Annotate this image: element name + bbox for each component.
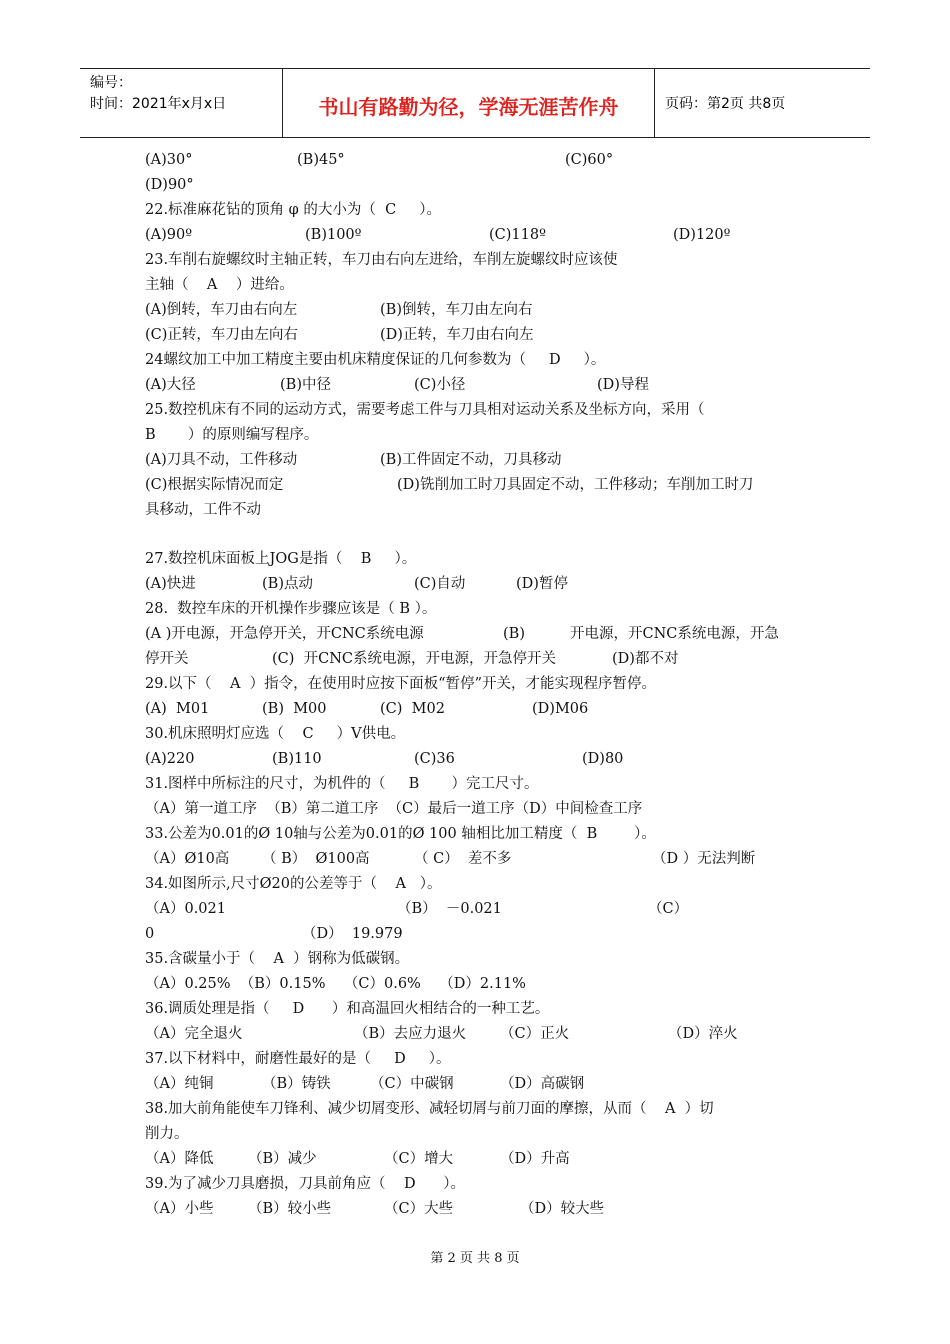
option-text: (C)小径	[414, 377, 466, 393]
option-text: (B)	[503, 626, 525, 642]
option-text: （B） －0.021	[397, 901, 502, 917]
option-text: (B)45°	[297, 152, 345, 168]
question-line: (A) M01	[145, 701, 210, 717]
question-line: 28. 数控车床的开机操作步骤应该是（ B ）。	[145, 601, 437, 617]
option-text: （C）中碳钢	[370, 1076, 454, 1092]
question-line: （A）Ø10高	[145, 851, 230, 867]
option-text: (D)暂停	[516, 576, 568, 592]
question-line: (A)快进	[145, 576, 196, 592]
option-text: (C) 开CNC系统电源，开电源，开急停开关	[272, 651, 557, 667]
question-line: 35.含碳量小于（ A ）钢称为低碳钢。	[145, 951, 410, 967]
question-line: 22.标准麻花钻的顶角 φ 的大小为（ C ）。	[145, 202, 442, 218]
question-line: 38.加大前角能使车刀锋利、减少切屑变形、减轻切屑与前刀面的摩擦，从而（ A ）切	[145, 1101, 714, 1117]
question-line: 27.数控机床面板上JOG是指（ B ）。	[145, 551, 417, 567]
option-text: (B)100º	[305, 227, 362, 243]
question-line: (A )开电源，开急停开关，开CNC系统电源	[145, 626, 424, 642]
question-line: (D)90°	[145, 177, 194, 193]
question-line: (A)220	[145, 751, 195, 767]
question-line: (A)倒转，车刀由右向左	[145, 302, 298, 318]
option-text: (D)正转，车刀由右向左	[380, 327, 534, 343]
question-line: (C)正转，车刀由左向右	[145, 327, 298, 343]
question-line: (A)大径	[145, 377, 196, 393]
question-line: （A）第一道工序 （B）第二道工序 （C）最后一道工序（D）中间检查工序	[145, 801, 643, 817]
option-text: （D） 19.979	[302, 926, 403, 942]
question-line: （A）小些	[145, 1201, 214, 1217]
option-text: (D)铣削加工时刀具固定不动，工件移动；车削加工时刀	[397, 477, 754, 493]
question-line: 30.机床照明灯应选（ C ）V供电。	[145, 726, 406, 742]
document-code-label: 编号：	[90, 75, 132, 91]
option-text: (D)M06	[532, 701, 589, 717]
question-line: （A）纯铜	[145, 1076, 214, 1092]
question-line: 23.车削右旋螺纹时主轴正转，车刀由右向左进给，车削左旋螺纹时应该使	[145, 252, 618, 268]
question-line: 39.为了减少刀具磨损，刀具前角应（ D ）。	[145, 1176, 466, 1192]
question-line: 34.如图所示,尺寸Ø20的公差等于（ A ）。	[145, 876, 442, 892]
question-line: (A)刀具不动，工件移动	[145, 452, 298, 468]
option-text: (B)倒转，车刀由左向右	[380, 302, 533, 318]
page-footer: 第 2 页 共 8 页	[430, 1251, 520, 1266]
option-text: （D）较大些	[520, 1201, 605, 1217]
question-line: 25.数控机床有不同的运动方式，需要考虑工件与刀具相对运动关系及坐标方向，采用（	[145, 402, 705, 418]
question-line: 31.图样中所标注的尺寸，为机件的（ B ）完工尺寸。	[145, 776, 539, 792]
option-text: （C）增大	[384, 1151, 454, 1167]
document-time-label: 时间：2021年x月x日	[90, 96, 227, 112]
option-text: (D)导程	[597, 377, 649, 393]
option-text: (B)110	[272, 751, 322, 767]
question-line: (A)30°	[145, 152, 193, 168]
question-line: 33.公差为0.01的Ø 10轴与公差为0.01的Ø 100 轴相比加工精度（ B ）。	[145, 826, 656, 842]
option-text: (B)中径	[280, 377, 331, 393]
option-text: （ B） Ø100高	[262, 851, 370, 867]
option-text: (C)118º	[489, 227, 546, 243]
option-text: (C)36	[414, 751, 455, 767]
option-text: （B）去应力退火	[354, 1026, 467, 1042]
header-page-label: 页码：第2页 共8页	[665, 96, 786, 112]
option-text: （D）淬火	[668, 1026, 738, 1042]
question-line: 停开关	[145, 651, 189, 667]
option-text: （ C） 差不多	[414, 851, 512, 867]
question-line: 主轴（ A ）进给。	[145, 277, 294, 293]
question-line: （A）完全退火	[145, 1026, 243, 1042]
question-line: 具移动，工件不动	[145, 502, 261, 518]
question-line: B ）的原则编写程序。	[145, 427, 319, 443]
question-line: 37.以下材料中，耐磨性最好的是（ D ）。	[145, 1051, 451, 1067]
option-text: (D)80	[582, 751, 624, 767]
question-line: （A）0.021	[145, 901, 226, 917]
question-line: 36.调质处理是指（ D ）和高温回火相结合的一种工艺。	[145, 1001, 550, 1017]
option-text: （B）铸铁	[262, 1076, 331, 1092]
option-text: （D ）无法判断	[652, 851, 756, 867]
option-text: 开电源，开CNC系统电源，开急	[570, 626, 779, 642]
option-text: (B) M00	[262, 701, 327, 717]
question-line: （A）0.25% （B）0.15% （C）0.6% （D）2.11%	[145, 976, 526, 992]
question-line: 削力。	[145, 1126, 189, 1142]
option-text: （C）正火	[500, 1026, 570, 1042]
question-line: (C)根据实际情况而定	[145, 477, 284, 493]
option-text: (D)120º	[673, 227, 731, 243]
option-text: （D）高碳钢	[500, 1076, 585, 1092]
option-text: （C）	[648, 901, 689, 917]
question-line: 0	[145, 926, 155, 942]
question-line: (A)90º	[145, 227, 193, 243]
option-text: (D)都不对	[612, 651, 679, 667]
option-text: （B）较小些	[248, 1201, 332, 1217]
option-text: (C) M02	[380, 701, 445, 717]
question-line: （A）降低	[145, 1151, 214, 1167]
option-text: (C)60°	[565, 152, 614, 168]
question-line: 29.以下（ A ）指令，在使用时应按下面板“暂停”开关，才能实现程序暂停。	[145, 676, 657, 692]
question-line: 24螺纹加工中加工精度主要由机床精度保证的几何参数为（ D ）。	[145, 352, 606, 368]
option-text: （D）升高	[500, 1151, 570, 1167]
option-text: (C)自动	[414, 576, 466, 592]
option-text: （C）大些	[384, 1201, 454, 1217]
option-text: （B）减少	[248, 1151, 317, 1167]
option-text: (B)工件固定不动，刀具移动	[380, 452, 562, 468]
header-motto: 书山有路勤为径，学海无涯苦作舟	[283, 69, 655, 137]
option-text: (B)点动	[262, 576, 313, 592]
